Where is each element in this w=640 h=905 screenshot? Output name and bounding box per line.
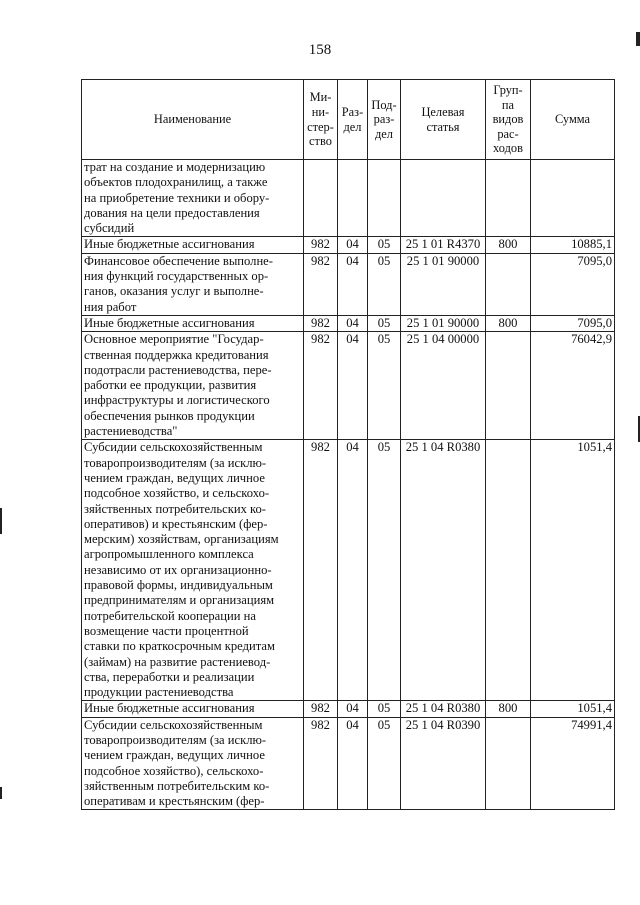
cell-section: 04 — [338, 332, 368, 440]
scan-edge-mark-top — [636, 32, 640, 46]
cell-ministry: 982 — [304, 701, 338, 717]
cell-subsection: 05 — [368, 237, 401, 253]
cell-ministry: 982 — [304, 315, 338, 331]
cell-ministry: 982 — [304, 332, 338, 440]
header-ministry-text: Ми- ни- стер- ство — [307, 90, 334, 149]
header-section-text: Раз- дел — [341, 104, 364, 134]
scan-edge-mark-left-lower — [0, 787, 2, 799]
header-target-text: Целевая статья — [421, 104, 465, 134]
cell-section: 04 — [338, 717, 368, 810]
header-amount: Сумма — [531, 80, 615, 160]
header-expense-group-text: Груп- па видов рас- ходов — [492, 83, 524, 156]
table-row — [82, 253, 615, 315]
table-row — [82, 237, 615, 253]
cell-section: 04 — [338, 440, 368, 701]
cell-target: 25 1 04 00000 — [401, 332, 486, 440]
cell-section: 04 — [338, 237, 368, 253]
cell-name: Основное мероприятие "Государ- ственная поддержка кредитования подотрасли растениеводства, пере- работки ее продукции, развития инфраструктуры и логистического обеспечения рынков продукции растениеводства" — [82, 332, 304, 440]
header-name: Наименование — [82, 80, 304, 160]
cell-subsection: 05 — [368, 701, 401, 717]
cell-section: 04 — [338, 315, 368, 331]
cell-expense-group — [486, 332, 531, 440]
cell-subsection: 05 — [368, 332, 401, 440]
cell-amount — [531, 160, 615, 237]
cell-expense-group — [486, 160, 531, 237]
cell-amount: 76042,9 — [531, 332, 615, 440]
table-row — [82, 160, 615, 237]
cell-target — [401, 160, 486, 237]
table-row — [82, 332, 615, 440]
table-body — [82, 160, 615, 810]
cell-expense-group — [486, 717, 531, 810]
cell-expense-group — [486, 440, 531, 701]
cell-target: 25 1 01 R4370 — [401, 237, 486, 253]
cell-ministry: 982 — [304, 440, 338, 701]
cell-subsection: 05 — [368, 315, 401, 331]
cell-section: 04 — [338, 701, 368, 717]
table-row — [82, 701, 615, 717]
cell-amount: 74991,4 — [531, 717, 615, 810]
cell-target: 25 1 01 90000 — [401, 253, 486, 315]
table-row — [82, 717, 615, 810]
header-expense-group — [486, 80, 531, 160]
cell-name: Субсидии сельскохозяйственным товаропроизводителям (за исклю- чением граждан, ведущих личное подсобное хозяйство), сельскохо- зяйственным потребительским ко- оперативам и крестьянским (фер- — [82, 717, 304, 810]
header-section — [338, 80, 368, 160]
cell-amount: 7095,0 — [531, 315, 615, 331]
cell-name: Финансовое обеспечение выполне- ния функций государственных ор- ганов, оказания услуг и выполне- ния работ — [82, 253, 304, 315]
cell-subsection: 05 — [368, 717, 401, 810]
budget-table — [81, 79, 615, 810]
table-row — [82, 315, 615, 331]
cell-amount: 1051,4 — [531, 440, 615, 701]
cell-amount: 10885,1 — [531, 237, 615, 253]
cell-name: Иные бюджетные ассигнования — [82, 701, 304, 717]
cell-subsection — [368, 160, 401, 237]
cell-subsection: 05 — [368, 253, 401, 315]
cell-expense-group: 800 — [486, 315, 531, 331]
cell-name: Иные бюджетные ассигнования — [82, 237, 304, 253]
header-target — [401, 80, 486, 160]
table-row — [82, 440, 615, 701]
cell-ministry: 982 — [304, 253, 338, 315]
cell-expense-group: 800 — [486, 237, 531, 253]
cell-ministry: 982 — [304, 717, 338, 810]
header-ministry — [304, 80, 338, 160]
cell-amount: 7095,0 — [531, 253, 615, 315]
cell-target: 25 1 04 R0380 — [401, 440, 486, 701]
page-number: 158 — [308, 42, 332, 58]
cell-expense-group: 800 — [486, 701, 531, 717]
header-subsection — [368, 80, 401, 160]
header-subsection-text: Под- раз- дел — [371, 97, 397, 141]
cell-section: 04 — [338, 253, 368, 315]
table-header-row — [82, 80, 615, 160]
cell-name: Субсидии сельскохозяйственным товаропроизводителям (за исклю- чением граждан, ведущих личное подсобное хозяйство, и сельскохо- зяйственных потребительских ко- оперативов) и крестьянским (фер- мерским) хозяйствам, организациям агропромышленного комплекса независимо от их организационно- правовой формы, индивидуальным предпринимателям и организациям потребительской кооперации на возмещение части процентной ставки по краткосрочным кредитам (займам) на развитие растениевод- ства, переработки и реализации продукции растениеводства — [82, 440, 304, 701]
cell-expense-group — [486, 253, 531, 315]
cell-amount: 1051,4 — [531, 701, 615, 717]
cell-ministry: 982 — [304, 237, 338, 253]
cell-section — [338, 160, 368, 237]
scan-edge-mark-left — [0, 508, 2, 534]
cell-name: Иные бюджетные ассигнования — [82, 315, 304, 331]
cell-ministry — [304, 160, 338, 237]
cell-target: 25 1 04 R0390 — [401, 717, 486, 810]
cell-target: 25 1 01 90000 — [401, 315, 486, 331]
cell-target: 25 1 04 R0380 — [401, 701, 486, 717]
cell-subsection: 05 — [368, 440, 401, 701]
cell-name: трат на создание и модернизацию объектов плодохранилищ, а также на приобретение техники и обору- дования на цели предоставления субсидий — [82, 160, 304, 237]
